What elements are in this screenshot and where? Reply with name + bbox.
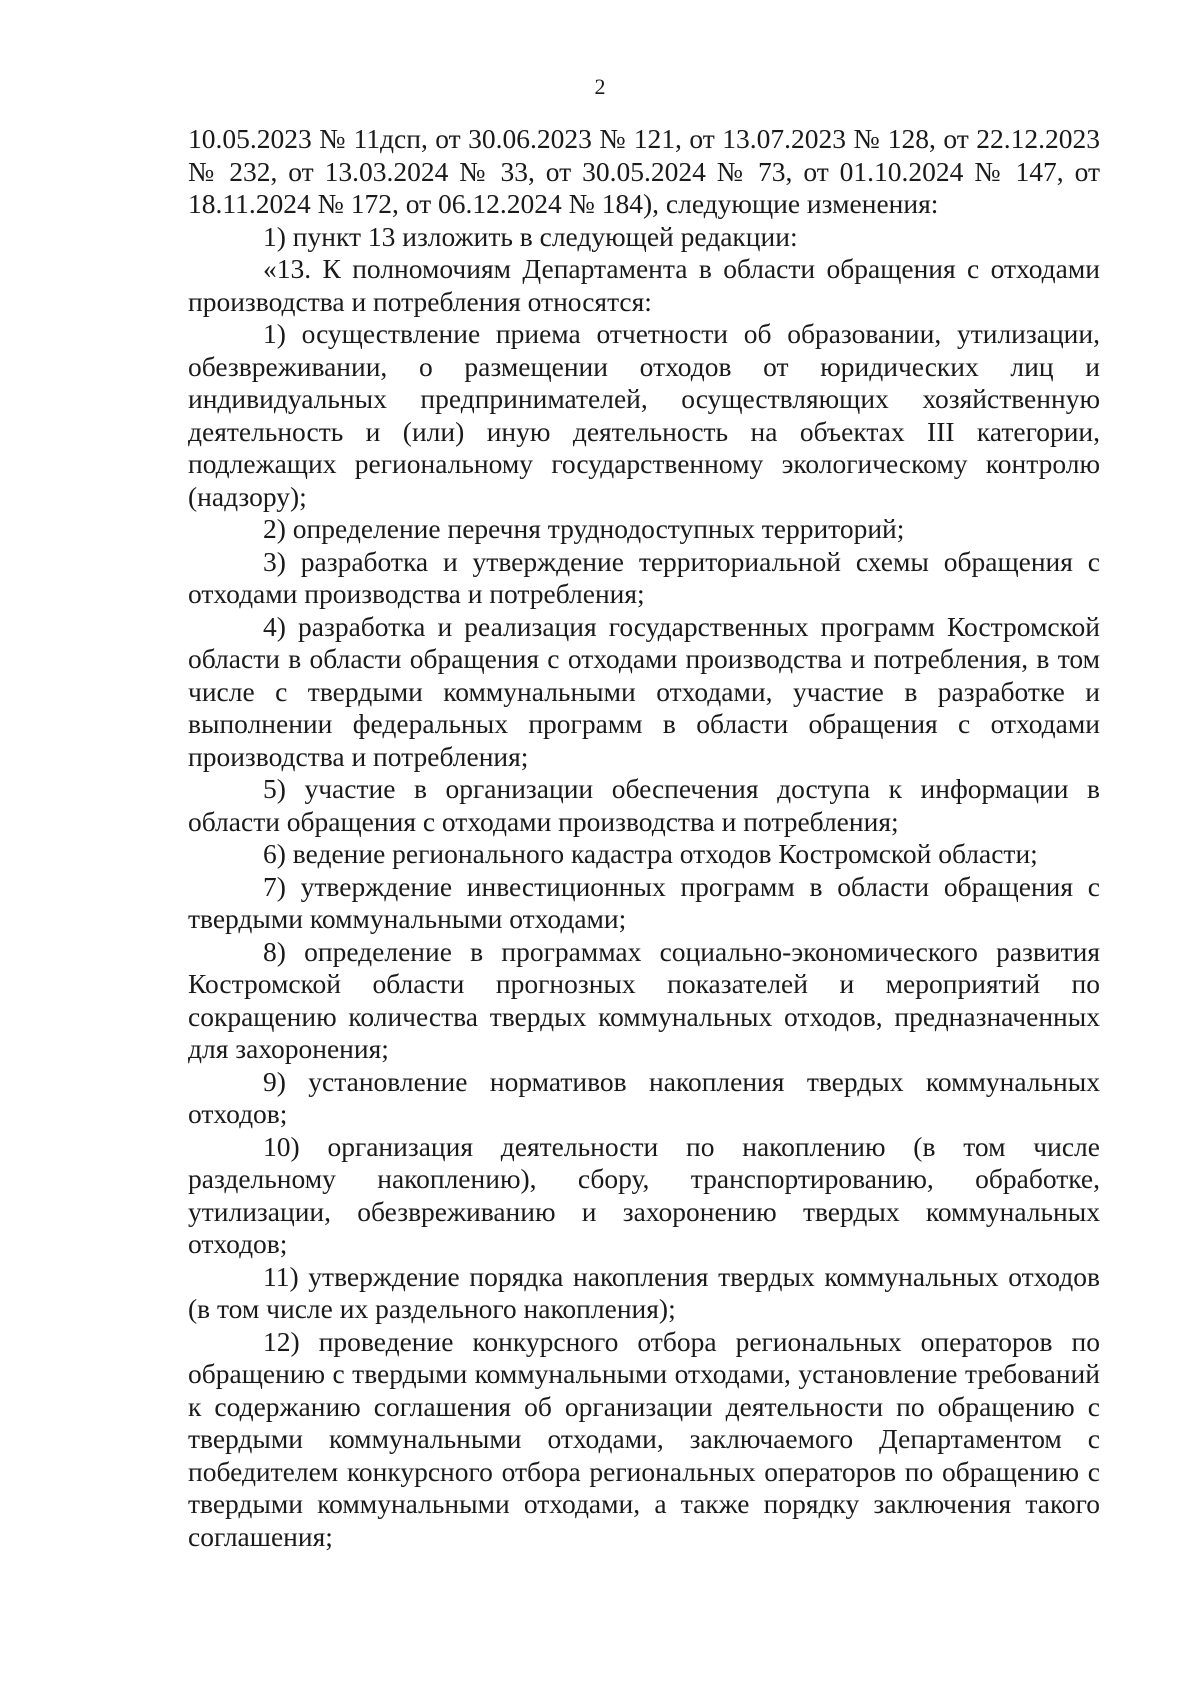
paragraph-continuation: 10.05.2023 № 11дсп, от 30.06.2023 № 121, от 13.07.2023 № 128, от 22.12.2023 № 232, от 13.03.2024 № 33, от 30.05.2024 № 73, от 01.10.2024 № 147, от 18.11.2024 № 172, от 06.12.2024 № 184), следующие изменения: [188,123,1100,219]
paragraph-subitem-5: 5) участие в организации обеспечения доступа к информации в области обращения с отходами производства и потребления; [188,773,1100,837]
paragraph-subitem-11: 11) утверждение порядка накопления твердых коммунальных отходов (в том числе их раздельного накопления); [188,1260,1100,1324]
paragraph-change-1: 1) пункт 13 изложить в следующей редакции: [263,220,798,252]
paragraph-subitem-12: 12) проведение конкурсного отбора региональных операторов по обращению с твердыми коммунальными отходами, установление требований к содержанию соглашения об организации деятельности по обращению с твердыми коммунальными отходами, заключаемого Департаментом с победителем конкурсного отбора региональных операторов по обращению с твердыми коммунальными отходами, а также порядку заключения такого соглашения; [188,1325,1100,1552]
paragraph-subitem-1: 1) осуществление приема отчетности об образовании, утилизации, обезвреживании, о размещении отходов от юридических лиц и индивидуальных предпринимателей, осуществляющих хозяйственную деятельность и (или) иную деятельность на объектах III категории, подлежащих региональному государственному экологическому контролю (надзору); [188,318,1100,512]
paragraph-subitem-2: 2) определение перечня труднодоступных территорий; [263,513,905,544]
paragraph-subitem-4: 4) разработка и реализация государственных программ Костромской области в области обращения с отходами производства и потребления, в том числе с твердыми коммунальными отходами, участие в разработке и выполнении федеральных программ в области обращения с отходами производства и потребления; [188,610,1100,772]
paragraph-subitem-6: 6) ведение регионального кадастра отходов Костромской области; [263,838,1038,869]
paragraph-subitem-3: 3) разработка и утверждение территориальной схемы обращения с отходами производства и потребления; [188,545,1100,609]
paragraph-subitem-10: 10) организация деятельности по накоплению (в том числе раздельному накоплению), сбору, транспортированию, обработке, утилизации, обезвреживанию и захоронению твердых коммунальных отходов; [188,1130,1100,1259]
paragraph-subitem-8: 8) определение в программах социально-экономического развития Костромской области прогнозных показателей и мероприятий по сокращению количества твердых коммунальных отходов, предназначенных для захоронения; [188,935,1100,1064]
paragraph-item-13-intro: «13. К полномочиям Департамента в области обращения с отходами производства и потребления относятся: [188,253,1100,317]
document-body [188,123,1100,1553]
paragraph-subitem-7: 7) утверждение инвестиционных программ в области обращения с твердыми коммунальными отходами; [188,870,1100,934]
paragraph-subitem-9: 9) установление нормативов накопления твердых коммунальных отходов; [188,1065,1100,1129]
page-number: 2 [594,74,606,99]
